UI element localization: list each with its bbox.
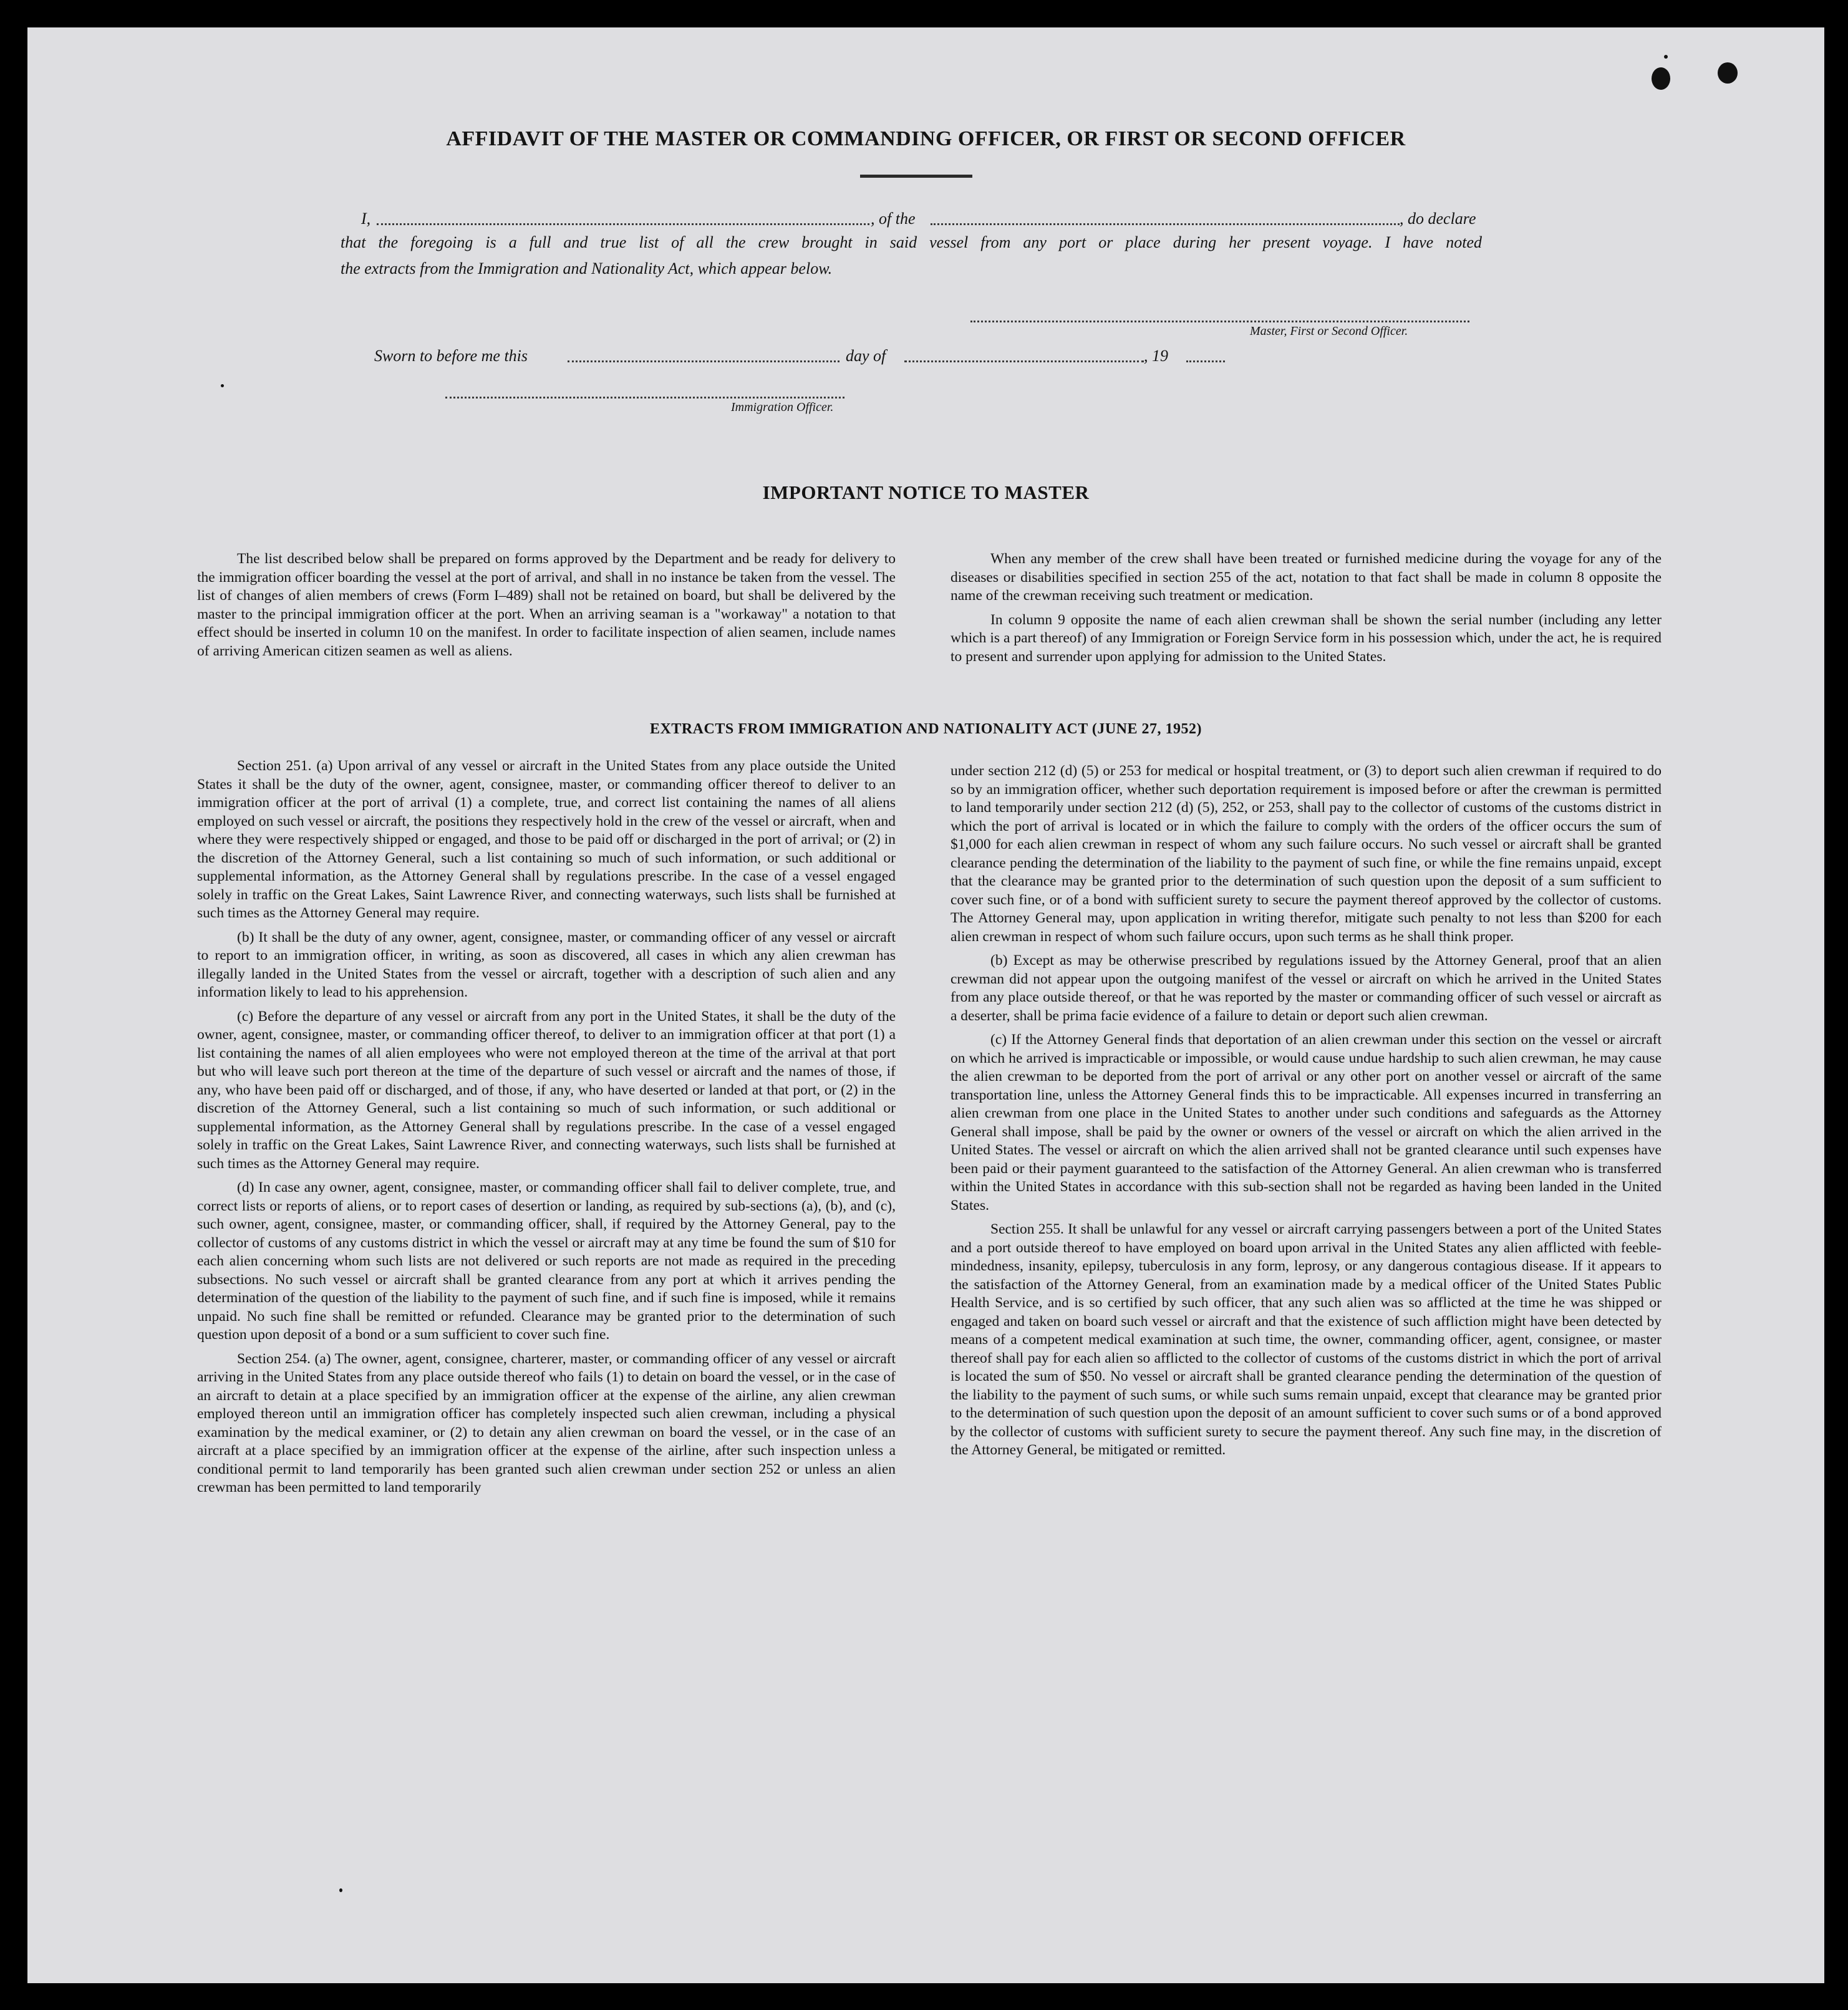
immigration-officer-label: Immigration Officer. — [731, 400, 834, 414]
affidavit-statement-line-3: the extracts from the Immigration and Nationality Act, which appear below. — [341, 259, 833, 278]
speck-mark — [1664, 55, 1668, 59]
year-label: , 19 — [1144, 347, 1168, 365]
notice-list-paragraph: The list described below shall be prepared on forms approved by the Department and be ready for delivery to the immigration officer boarding the vessel at the port of arrival, and shall in no instance be taken from the vessel. The list of changes of alien members of crews (Form I–489) shall not be retained on board, but shall be delivered by the master to the principal immigration officer at the port. When an arriving seaman is a "workaway" a notation to that effect should be inserted in column 10 on the manifest. In order to facilitate inspection of alien seamen, include names of arriving American citizen seamen as well as aliens. — [197, 551, 896, 659]
day-of-label: day of — [846, 347, 886, 365]
sworn-year-field[interactable] — [1186, 360, 1225, 362]
section-255: Section 255. It shall be unlawful for any vessel or aircraft carrying passengers between a port of the United States and a port outside thereof to have employed on board upon arrival in the United States any alien afflicted with feeble-mindedness, insanity, epilepsy, tuberculosis in any form, leprosy, or any dangerous contagious disease. If it appears to the satisfaction of the Attorney General, from an examination made by a medical officer of the United States Public Health Service, and is so certified by such officer, that any such alien was so afflicted at the time he was shipped or engaged and taken on board such vessel or aircraft and that the existence of such affliction might have been detected by means of a competent medical examination at such time, the owner, commanding officer, agent, consignee, or master thereof shall pay for each alien so afflicted to the collector of customs of the customs district in which the port of arrival is located the sum of $50. No vessel or aircraft shall be granted clearance pending the determination of the question of the liability to the payment of such sums, or while such sums remain unpaid, except that clearance may be granted prior to the determination of such question upon the deposit of an amount sufficient to cover such sums or of a bond approved by the collector of customs with sufficient surety to secure the payment thereof. Any such fine may, in the discretion of the Attorney General, be mitigated or remitted. — [951, 1221, 1662, 1458]
extracts-heading: EXTRACTS FROM IMMIGRATION AND NATIONALITY ACT (JUNE 27, 1952) — [650, 721, 1202, 737]
speck-mark — [339, 1888, 342, 1892]
sworn-day-field[interactable] — [568, 360, 839, 362]
affidavit-i-label: I, — [361, 210, 371, 228]
punch-hole-mark — [1718, 62, 1738, 84]
immigration-officer-signature-line[interactable] — [445, 397, 844, 399]
section-251-a: Section 251. (a) Upon arrival of any vessel or aircraft in the United States from any place outside the United States it shall be the duty of the owner, agent, consignee, master, or commanding officer thereof to deliver to an immigration officer at the port of arrival (1) a complete, true, and correct list containing the names of all aliens employed on such vessel or aircraft, the positions they respectively hold in the crew of the vessel or aircraft, when and where they were respectively shipped or engaged, and those to be paid off or discharged in the port of arrival; or (2) in the discretion of the Attorney General, such a list containing so much of such information, or such additional or supplemental information, as the Attorney General shall by regulations prescribe. In the case of a vessel engaged solely in traffic on the Great Lakes, Saint Lawrence River, and connecting waterways, such lists shall be furnished at such times as the Attorney General may require. — [197, 758, 896, 921]
sworn-month-field[interactable] — [904, 360, 1144, 362]
title-rule — [860, 175, 972, 178]
master-signature-label: Master, First or Second Officer. — [1250, 324, 1408, 338]
affidavit-statement-line-2: that the foregoing is a full and true list of all the crew brought in said vessel from any port or place during her present voyage. I have noted — [341, 233, 1482, 251]
section-254-c: (c) If the Attorney General finds that deportation of an alien crewman under this section on the vessel or aircraft on which he arrived is impracticable or impossible, or would cause undue hardship to such alien crewman, he may cause the alien crewman to be deported from the port of arrival or any other port on another vessel or aircraft of the same transportation line, unless the Attorney General finds this to be impracticable. All expenses incurred in transferring an alien crewman from one place in the United States to another under such conditions and safeguards as the Attorney General shall impose, shall be paid by the owner or owners of the vessel or aircraft on which the alien arrived in the United States. The vessel or aircraft on which the alien arrived shall not be granted clearance until such expenses have been paid or their payment guaranteed to the satisfaction of the Attorney General. An alien crewman who is transferred within the United States in accordance with this sub-section shall not be regarded as having been landed in the United States. — [951, 1032, 1662, 1214]
affidavit-title: AFFIDAVIT OF THE MASTER OR COMMANDING OFFICER, OR FIRST OR SECOND OFFICER — [446, 127, 1406, 150]
extracts-right-column — [951, 762, 1662, 1466]
speck-mark — [221, 384, 224, 387]
section-254-a-continued: under section 212 (d) (5) or 253 for medical or hospital treatment, or (3) to deport such alien crewman if required to do so by an immigration officer, whether such deportation requirement is imposed before or after the crewman is permitted to land temporarily under section 212 (d) (5), 252, or 253, shall pay to the collector of customs of the customs district in which the port of arrival is located or in which the failure to comply with the orders of the officer occurs the sum of $1,000 for each alien crewman in respect of whom any such failure occurs. No such vessel or aircraft shall be granted clearance pending the determination of the liability to the payment of such fine, or while the fine remains unpaid, except that the clearance may be granted prior to the determination of such question upon the deposit of a sum sufficient to cover such fine, or of a bond with sufficient surety to secure the payment thereof approved by the collector of customs. The Attorney General may, upon application in writing therefor, mitigate such penalty to not less than $200 for each alien crewman in respect of whom such failure occurs, upon such terms as he shall think proper. — [951, 763, 1662, 945]
master-signature-line[interactable] — [970, 321, 1469, 322]
sworn-label: Sworn to before me this — [374, 347, 528, 365]
section-251-b: (b) It shall be the duty of any owner, agent, consignee, master, or commanding officer of any vessel or aircraft to report to an immigration officer, in writing, as soon as discovered, all cases in which any alien crewman has illegally landed in the United States from the vessel or aircraft, together with a description of such alien and any information likely to lead to his apprehension. — [197, 929, 896, 1000]
of-the-label: , of the — [871, 210, 916, 228]
section-254-a: Section 254. (a) The owner, agent, consignee, charterer, master, or commanding officer of any vessel or aircraft arriving in the United States from any place outside thereof who fails (1) to detain on board the vessel, or in the case of an aircraft to detain at a place specified by an immigration officer at the expense of the airline, any alien crewman employed thereon until an immigration officer has completely inspected such alien crewman, including a physical examination by the medical examiner, or (2) to detain any alien crewman on board the vessel, or in the case of an aircraft at a place specified by an immigration officer at the expense of the airline, after such inspection unless a conditional permit to land temporarily has been granted such alien crewman under section 252 or unless an alien crewman has been permitted to land temporarily — [197, 1350, 896, 1495]
extracts-left-column — [197, 757, 896, 1503]
notice-serial-paragraph: In column 9 opposite the name of each alien crewman shall be shown the serial number (including any letter which is a part thereof) of any Immigration or Foreign Service form in his possession which, under the act, he is required to present and surrender upon applying for admission to the United States. — [951, 611, 1662, 665]
section-251-d: (d) In case any owner, agent, consignee, master, or commanding officer shall fail to deliver complete, true, and correct lists or reports of aliens, or to report cases of desertion or landing, as required by sub-sections (a), (b), and (c), such owner, agent, consignee, master, or commanding officer, shall, if required by the Attorney General, pay to the collector of customs of any customs district in which the vessel or aircraft may at any time be found the sum of $10 for each alien concerning whom such lists are not delivered or such reports are not made as required in the preceding subsections. No such vessel or aircraft shall be granted clearance from any port at which it arrives pending the determination of the question of the liability to the payment of such fine, and if such fine is imposed, while it remains unpaid. No such fine shall be remitted or refunded. Clearance may be granted prior to the determination of such question upon deposit of a bond or a sum sufficient to cover such fine. — [197, 1179, 896, 1343]
section-254-b: (b) Except as may be otherwise prescribed by regulations issued by the Attorney General, proof that an alien crewman did not appear upon the outgoing manifest of the vessel or aircraft on which he arrived in the United States from any place outside thereof, or that he was reported by the master or commanding officer of such vessel or aircraft as a deserter, shall be prima facie evidence of a failure to detain or deport such alien crewman. — [951, 952, 1662, 1024]
notice-left-column — [197, 550, 896, 660]
important-notice-heading: IMPORTANT NOTICE TO MASTER — [762, 481, 1090, 503]
declarant-name-field[interactable] — [377, 223, 869, 225]
document-page — [27, 27, 1824, 1983]
notice-right-column — [951, 550, 1662, 666]
do-declare-label: , do declare — [1400, 210, 1476, 228]
section-251-c: (c) Before the departure of any vessel or aircraft from any port in the United States, it shall be the duty of the owner, agent, consignee, master, or commanding officer thereof, to deliver to an immigration officer at that port (1) a list containing the names of all alien employees who were not employed thereon at the time of the arrival at that port but who will leave such port thereon at the time of the departure of such vessel or aircraft and the names of those, if any, who have been paid off or discharged, and of those, if any, who have deserted or landed at that port, or (2) in the discretion of the Attorney General, such a list containing so much of such information, or such additional or supplemental information, as the Attorney General shall by regulations prescribe. In the case of a vessel engaged solely in traffic on the Great Lakes, Saint Lawrence River, and connecting waterways, such lists shall be furnished at such times as the Attorney General may require. — [197, 1008, 896, 1172]
notice-medicine-paragraph: When any member of the crew shall have been treated or furnished medicine during the voyage for any of the diseases or disabilities specified in section 255 of the act, notation to that fact shall be made in column 8 opposite the name of the crewman receiving such treatment or medication. — [951, 551, 1662, 604]
vessel-name-field[interactable] — [931, 223, 1400, 225]
punch-hole-mark — [1652, 67, 1670, 90]
